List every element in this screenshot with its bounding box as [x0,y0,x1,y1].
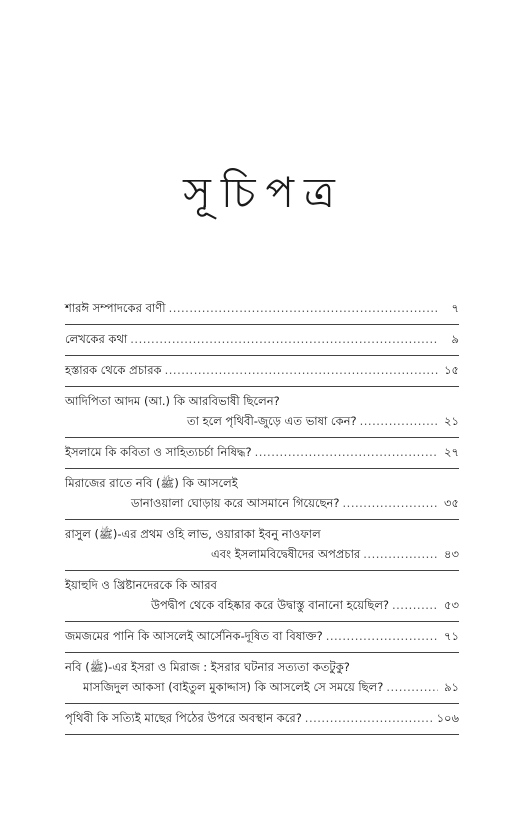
toc-entry-title: শারঈ সম্পাদকের বাণী [65,301,166,315]
dot-leader [165,360,438,380]
toc-entry-title: লেখকের কথা [65,332,128,346]
toc-entry[interactable] [65,438,459,469]
dot-leader [343,493,438,513]
toc-page-number: ৯ [451,332,459,346]
toc-page-number: ৩৫ [444,496,459,510]
toc-entry[interactable] [65,469,459,520]
toc-page-number: ১৫ [444,363,459,377]
toc-page-number: ২১ [444,414,459,428]
toc-entry[interactable] [65,325,459,356]
toc-entry-title: পৃথিবী কি সত্যিই মাছের পিঠের উপরে অবস্থান করে? [65,711,302,725]
toc-entry-title-line2: তা হলে পৃথিবী-জুড়ে এত ভাষা কেন? [187,414,357,428]
toc-entry-title-line2: ডানাওয়ালা ঘোড়ায় করে আসমানে গিয়েছেন? [131,496,340,510]
toc-entry[interactable] [65,704,459,735]
dot-leader [326,626,438,646]
table-of-contents [65,294,459,735]
toc-entry-title-line2: উপদ্বীপ থেকে বহিষ্কার করে উদ্বাস্তু বানানো হয়েছিল? [151,598,389,612]
toc-entry[interactable] [65,387,459,438]
toc-entry[interactable] [65,622,459,653]
toc-entry-title: ইসলামে কি কবিতা ও সাহিত্যচর্চা নিষিদ্ধ? [65,445,252,459]
toc-page-number: ৭ [451,301,459,315]
toc-entry[interactable] [65,356,459,387]
toc-entry-title-line2: মাসজিদুল আকসা (বাইতুল মুকাদ্দাস) কি আসলেই সে সময়ে ছিল? [83,680,384,694]
dot-leader [305,708,434,728]
toc-entry-title-line1: ইয়াহুদি ও খ্রিষ্টানদেরকে কি আরব [65,578,217,592]
dot-leader [363,544,438,564]
dot-leader [392,595,438,615]
dot-leader [130,329,438,349]
dot-leader [360,411,438,431]
toc-entry-title: হস্তারক থেকে প্রচারক [65,363,162,377]
toc-page-number: ৯১ [444,680,459,694]
toc-page-number: ১০৬ [436,711,459,725]
toc-entry-title-line1: মিরাজের রাতে নবি (ﷺ) কি আসলেই [65,476,238,490]
toc-page-number: ৫৩ [444,598,459,612]
toc-page-number: ৭১ [444,629,459,643]
toc-entry[interactable] [65,571,459,622]
toc-entry-title: জমজমের পানি কি আসলেই আর্সেনিক-দূষিত বা বিষাক্ত? [65,629,323,643]
page-title: সূচিপত্র [183,168,345,217]
toc-entry-title-line1: নবি (ﷺ)-এর ইসরা ও মিরাজ : ইসরার ঘটনার সত্যতা কতটুকু? [65,660,350,674]
toc-page-number: ২৭ [444,445,459,459]
dot-leader [386,677,438,697]
dot-leader [255,442,438,462]
toc-entry-title-line1: রাসুল (ﷺ)-এর প্রথম ওহি লাভ, ওয়ারাকা ইবনু নাওফাল [65,527,321,541]
toc-page-number: ৪৩ [444,547,459,561]
toc-entry[interactable] [65,653,459,704]
toc-entry-title-line1: আদিপিতা আদম (আ.) কি আরবিভাষী ছিলেন? [65,394,280,408]
toc-entry-title-line2: এবং ইসলামবিদ্বেষীদের অপপ্রচার [211,547,361,561]
toc-entry[interactable] [65,520,459,571]
dot-leader [169,298,438,318]
toc-entry[interactable] [65,294,459,325]
